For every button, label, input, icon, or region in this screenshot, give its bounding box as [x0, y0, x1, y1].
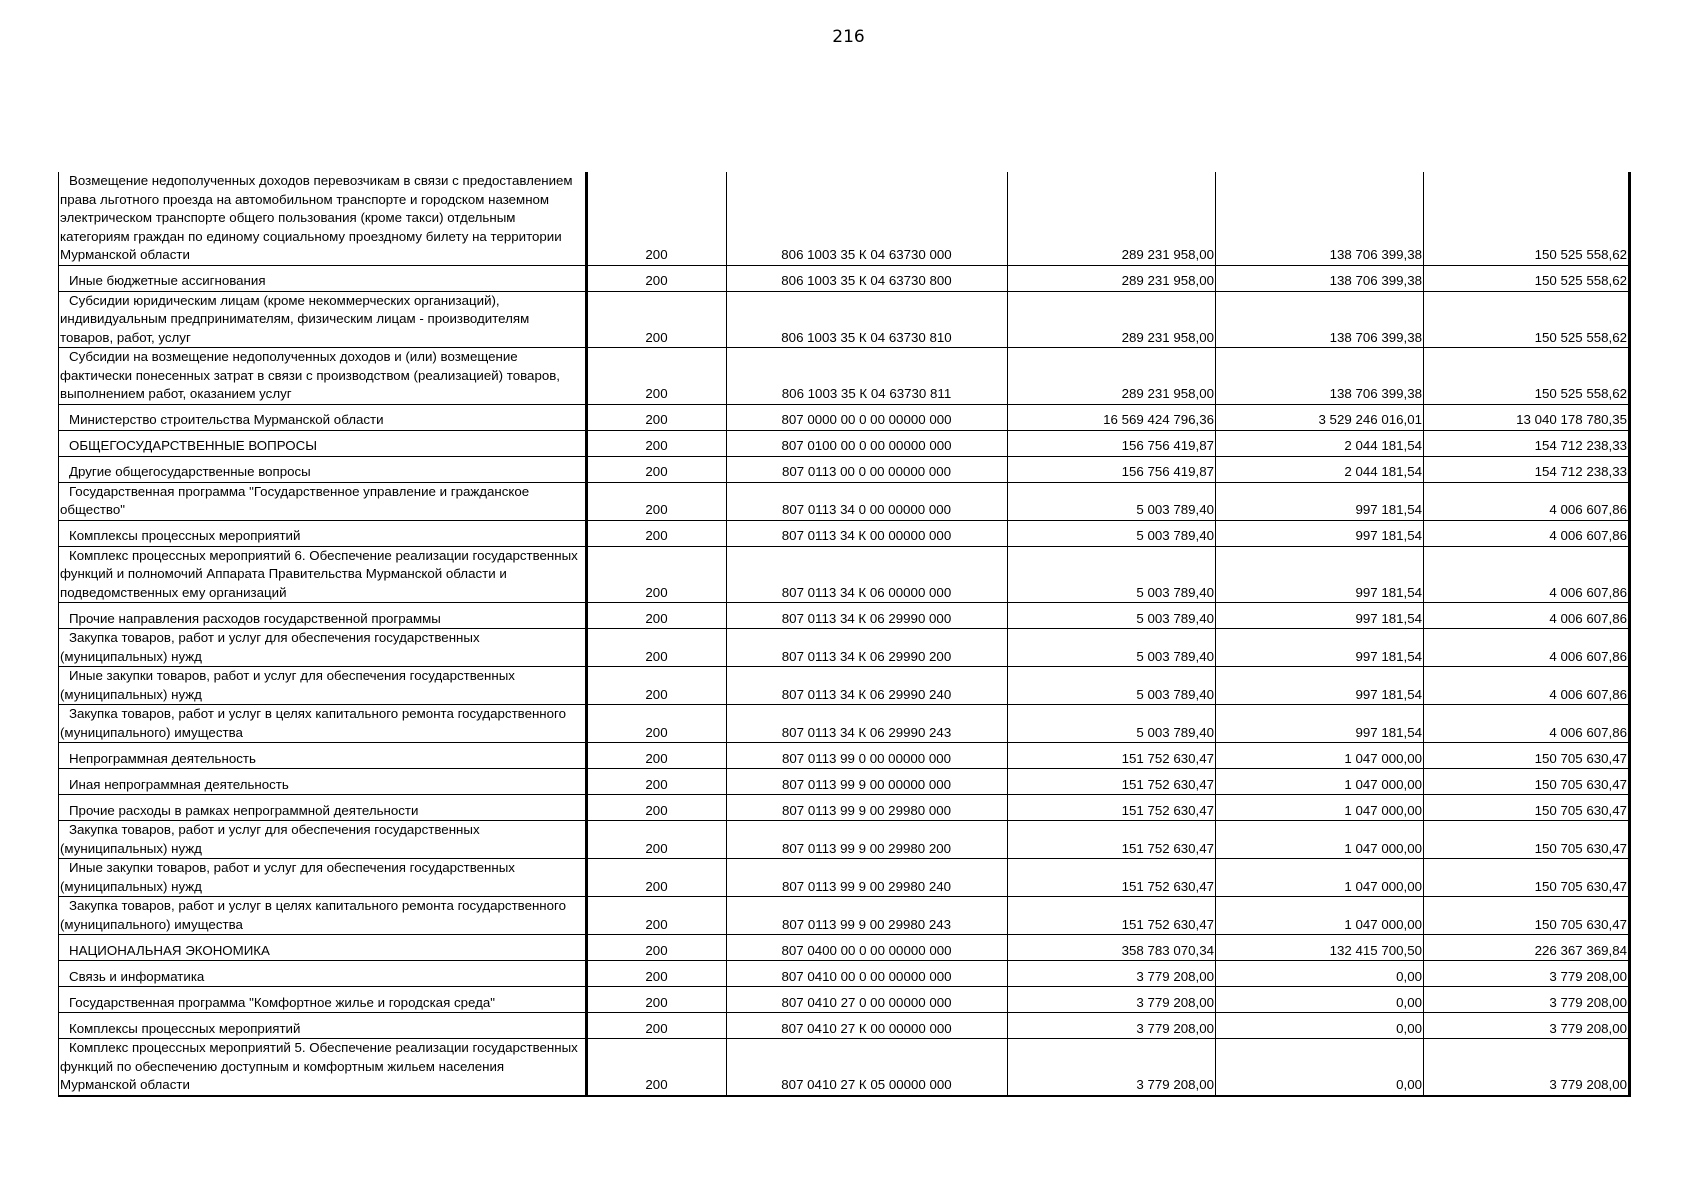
table-row: [59, 705, 1630, 743]
row-code-cell: 807 0000 00 0 00 00000 000: [727, 404, 1008, 430]
table-row: [59, 404, 1630, 430]
row-name-cell: Иные закупки товаров, работ и услуг для обеспечения государственных (муниципальных) нужд: [59, 859, 587, 897]
row-value-1-cell: 151 752 630,47: [1008, 821, 1216, 859]
row-grbs-cell: 200: [587, 291, 727, 348]
row-grbs-cell: 200: [587, 795, 727, 821]
row-value-1-cell: 3 779 208,00: [1008, 987, 1216, 1013]
row-name-cell: Другие общегосударственные вопросы: [59, 456, 587, 482]
table-row: [59, 769, 1630, 795]
row-value-1-cell: 5 003 789,40: [1008, 482, 1216, 520]
row-grbs-cell: 200: [587, 546, 727, 603]
budget-table: [58, 172, 1631, 1097]
row-name-cell: Прочие направления расходов государственной программы: [59, 603, 587, 629]
row-value-2-cell: 138 706 399,38: [1216, 291, 1424, 348]
row-name-cell: Министерство строительства Мурманской области: [59, 404, 587, 430]
row-name-cell: Связь и информатика: [59, 961, 587, 987]
row-code-cell: 807 0410 27 К 00 00000 000: [727, 1013, 1008, 1039]
row-value-2-cell: 138 706 399,38: [1216, 348, 1424, 405]
row-code-cell: 807 0100 00 0 00 00000 000: [727, 430, 1008, 456]
row-value-1-cell: 151 752 630,47: [1008, 897, 1216, 935]
row-name-cell: Закупка товаров, работ и услуг для обеспечения государственных (муниципальных) нужд: [59, 629, 587, 667]
row-grbs-cell: 200: [587, 404, 727, 430]
table-row: [59, 961, 1630, 987]
table-row: [59, 667, 1630, 705]
row-name-cell: ОБЩЕГОСУДАРСТВЕННЫЕ ВОПРОСЫ: [59, 430, 587, 456]
row-value-1-cell: 289 231 958,00: [1008, 291, 1216, 348]
row-name-cell: Субсидии на возмещение недополученных доходов и (или) возмещение фактически понесенных затрат в связи с производством (реализацией) товаров, выполнением работ, оказанием услуг: [59, 348, 587, 405]
row-value-2-cell: 0,00: [1216, 1039, 1424, 1096]
row-grbs-cell: 200: [587, 603, 727, 629]
row-name-cell: Непрограммная деятельность: [59, 743, 587, 769]
row-grbs-cell: 200: [587, 1013, 727, 1039]
table-row: [59, 348, 1630, 405]
row-value-2-cell: 0,00: [1216, 987, 1424, 1013]
row-value-1-cell: 289 231 958,00: [1008, 172, 1216, 265]
row-grbs-cell: 200: [587, 897, 727, 935]
table-row: [59, 821, 1630, 859]
row-code-cell: 807 0113 34 К 06 29990 243: [727, 705, 1008, 743]
row-value-2-cell: 1 047 000,00: [1216, 795, 1424, 821]
row-name-cell: Государственная программа "Государственное управление и гражданское общество": [59, 482, 587, 520]
table-row: [59, 603, 1630, 629]
row-value-3-cell: 150 705 630,47: [1424, 897, 1630, 935]
row-value-1-cell: 156 756 419,87: [1008, 456, 1216, 482]
row-name-cell: Субсидии юридическим лицам (кроме некоммерческих организаций), индивидуальным предпринимателям, физическим лицам - производителям товаров, работ, услуг: [59, 291, 587, 348]
table-row: [59, 987, 1630, 1013]
row-value-2-cell: 997 181,54: [1216, 546, 1424, 603]
row-value-2-cell: 997 181,54: [1216, 603, 1424, 629]
row-name-cell: Комплекс процессных мероприятий 5. Обеспечение реализации государственных функций по обеспечению доступным и комфортным жильем населения Мурманской области: [59, 1039, 587, 1096]
table-row: [59, 520, 1630, 546]
row-code-cell: 807 0410 00 0 00 00000 000: [727, 961, 1008, 987]
row-value-3-cell: 4 006 607,86: [1424, 546, 1630, 603]
row-value-2-cell: 138 706 399,38: [1216, 265, 1424, 291]
row-grbs-cell: 200: [587, 667, 727, 705]
row-grbs-cell: 200: [587, 821, 727, 859]
row-name-cell: Закупка товаров, работ и услуг в целях капитального ремонта государственного (муниципального) имущества: [59, 897, 587, 935]
row-value-1-cell: 289 231 958,00: [1008, 348, 1216, 405]
row-value-3-cell: 4 006 607,86: [1424, 667, 1630, 705]
row-value-1-cell: 151 752 630,47: [1008, 795, 1216, 821]
table-body: [59, 172, 1630, 1096]
row-grbs-cell: 200: [587, 348, 727, 405]
row-name-cell: Прочие расходы в рамках непрограммной деятельности: [59, 795, 587, 821]
page-number: 216: [832, 27, 865, 47]
row-value-1-cell: 16 569 424 796,36: [1008, 404, 1216, 430]
row-value-2-cell: 132 415 700,50: [1216, 935, 1424, 961]
row-value-3-cell: 150 525 558,62: [1424, 348, 1630, 405]
row-value-3-cell: 150 705 630,47: [1424, 859, 1630, 897]
row-grbs-cell: 200: [587, 859, 727, 897]
row-grbs-cell: 200: [587, 987, 727, 1013]
row-value-3-cell: 4 006 607,86: [1424, 520, 1630, 546]
row-name-cell: Иные закупки товаров, работ и услуг для обеспечения государственных (муниципальных) нужд: [59, 667, 587, 705]
row-value-2-cell: 2 044 181,54: [1216, 456, 1424, 482]
row-value-3-cell: 4 006 607,86: [1424, 482, 1630, 520]
row-value-3-cell: 3 779 208,00: [1424, 1013, 1630, 1039]
row-value-3-cell: 3 779 208,00: [1424, 1039, 1630, 1096]
row-value-2-cell: 1 047 000,00: [1216, 821, 1424, 859]
row-value-1-cell: 5 003 789,40: [1008, 603, 1216, 629]
row-value-2-cell: 0,00: [1216, 961, 1424, 987]
row-grbs-cell: 200: [587, 520, 727, 546]
row-name-cell: Иная непрограммная деятельность: [59, 769, 587, 795]
row-grbs-cell: 200: [587, 705, 727, 743]
row-value-1-cell: 151 752 630,47: [1008, 769, 1216, 795]
row-name-cell: Комплекс процессных мероприятий 6. Обеспечение реализации государственных функций и полномочий Аппарата Правительства Мурманской области и подведомственных ему организаций: [59, 546, 587, 603]
row-code-cell: 807 0113 34 К 06 29990 000: [727, 603, 1008, 629]
row-value-1-cell: 5 003 789,40: [1008, 520, 1216, 546]
row-value-2-cell: 997 181,54: [1216, 520, 1424, 546]
row-value-3-cell: 4 006 607,86: [1424, 603, 1630, 629]
row-value-2-cell: 138 706 399,38: [1216, 172, 1424, 265]
row-value-3-cell: 150 705 630,47: [1424, 743, 1630, 769]
table-row: [59, 1039, 1630, 1096]
row-grbs-cell: 200: [587, 769, 727, 795]
row-value-2-cell: 997 181,54: [1216, 482, 1424, 520]
row-name-cell: Закупка товаров, работ и услуг в целях капитального ремонта государственного (муниципального) имущества: [59, 705, 587, 743]
row-name-cell: НАЦИОНАЛЬНАЯ ЭКОНОМИКА: [59, 935, 587, 961]
row-value-3-cell: 150 705 630,47: [1424, 795, 1630, 821]
row-value-1-cell: 3 779 208,00: [1008, 1013, 1216, 1039]
row-value-2-cell: 1 047 000,00: [1216, 859, 1424, 897]
row-grbs-cell: 200: [587, 482, 727, 520]
row-value-1-cell: 156 756 419,87: [1008, 430, 1216, 456]
row-value-1-cell: 5 003 789,40: [1008, 629, 1216, 667]
table-row: [59, 430, 1630, 456]
row-value-3-cell: 154 712 238,33: [1424, 456, 1630, 482]
row-value-1-cell: 5 003 789,40: [1008, 546, 1216, 603]
row-code-cell: 807 0113 99 9 00 29980 000: [727, 795, 1008, 821]
row-code-cell: 807 0113 99 9 00 00000 000: [727, 769, 1008, 795]
row-value-3-cell: 150 705 630,47: [1424, 769, 1630, 795]
row-value-1-cell: 3 779 208,00: [1008, 1039, 1216, 1096]
row-code-cell: 807 0113 99 9 00 29980 240: [727, 859, 1008, 897]
row-value-1-cell: 5 003 789,40: [1008, 667, 1216, 705]
row-value-1-cell: 151 752 630,47: [1008, 743, 1216, 769]
row-code-cell: 807 0410 27 0 00 00000 000: [727, 987, 1008, 1013]
row-name-cell: Государственная программа "Комфортное жилье и городская среда": [59, 987, 587, 1013]
row-grbs-cell: 200: [587, 265, 727, 291]
table-row: [59, 172, 1630, 265]
row-code-cell: 806 1003 35 К 04 63730 811: [727, 348, 1008, 405]
row-value-2-cell: 2 044 181,54: [1216, 430, 1424, 456]
row-code-cell: 807 0113 00 0 00 00000 000: [727, 456, 1008, 482]
row-code-cell: 807 0113 99 9 00 29980 243: [727, 897, 1008, 935]
row-value-3-cell: 3 779 208,00: [1424, 961, 1630, 987]
table-row: [59, 1013, 1630, 1039]
table-row: [59, 546, 1630, 603]
table-row: [59, 265, 1630, 291]
row-name-cell: Комплексы процессных мероприятий: [59, 1013, 587, 1039]
row-value-2-cell: 997 181,54: [1216, 705, 1424, 743]
row-grbs-cell: 200: [587, 935, 727, 961]
row-grbs-cell: 200: [587, 961, 727, 987]
row-value-3-cell: 150 525 558,62: [1424, 265, 1630, 291]
row-code-cell: 807 0113 99 0 00 00000 000: [727, 743, 1008, 769]
row-value-3-cell: 154 712 238,33: [1424, 430, 1630, 456]
row-value-3-cell: 150 705 630,47: [1424, 821, 1630, 859]
row-value-3-cell: 150 525 558,62: [1424, 291, 1630, 348]
row-code-cell: 807 0410 27 К 05 00000 000: [727, 1039, 1008, 1096]
row-grbs-cell: 200: [587, 629, 727, 667]
row-grbs-cell: 200: [587, 1039, 727, 1096]
row-value-2-cell: 1 047 000,00: [1216, 769, 1424, 795]
row-value-3-cell: 226 367 369,84: [1424, 935, 1630, 961]
row-value-1-cell: 289 231 958,00: [1008, 265, 1216, 291]
row-value-2-cell: 997 181,54: [1216, 629, 1424, 667]
row-value-2-cell: 1 047 000,00: [1216, 743, 1424, 769]
row-name-cell: Комплексы процессных мероприятий: [59, 520, 587, 546]
row-value-3-cell: 3 779 208,00: [1424, 987, 1630, 1013]
table-row: [59, 897, 1630, 935]
row-code-cell: 806 1003 35 К 04 63730 000: [727, 172, 1008, 265]
row-code-cell: 807 0113 34 К 00 00000 000: [727, 520, 1008, 546]
row-name-cell: Закупка товаров, работ и услуг для обеспечения государственных (муниципальных) нужд: [59, 821, 587, 859]
table-row: [59, 795, 1630, 821]
row-value-2-cell: 1 047 000,00: [1216, 897, 1424, 935]
budget-table-container: [58, 172, 1629, 1097]
row-value-3-cell: 13 040 178 780,35: [1424, 404, 1630, 430]
row-code-cell: 807 0113 34 К 06 29990 200: [727, 629, 1008, 667]
row-value-1-cell: 5 003 789,40: [1008, 705, 1216, 743]
row-grbs-cell: 200: [587, 430, 727, 456]
row-value-1-cell: 358 783 070,34: [1008, 935, 1216, 961]
row-value-1-cell: 151 752 630,47: [1008, 859, 1216, 897]
row-value-3-cell: 4 006 607,86: [1424, 705, 1630, 743]
row-value-2-cell: 0,00: [1216, 1013, 1424, 1039]
row-code-cell: 806 1003 35 К 04 63730 810: [727, 291, 1008, 348]
row-value-1-cell: 3 779 208,00: [1008, 961, 1216, 987]
row-name-cell: Возмещение недополученных доходов перевозчикам в связи с предоставлением права льготного проезда на автомобильном транспорте и городском наземном электрическом транспорте общего пользования (кроме такси) отдельным категориям граждан по единому социальному проездному билету на территории Мурманской области: [59, 172, 587, 265]
row-value-2-cell: 997 181,54: [1216, 667, 1424, 705]
row-code-cell: 806 1003 35 К 04 63730 800: [727, 265, 1008, 291]
table-row: [59, 935, 1630, 961]
row-code-cell: 807 0113 34 К 06 29990 240: [727, 667, 1008, 705]
row-code-cell: 807 0113 34 К 06 00000 000: [727, 546, 1008, 603]
row-grbs-cell: 200: [587, 456, 727, 482]
table-row: [59, 456, 1630, 482]
row-code-cell: 807 0400 00 0 00 00000 000: [727, 935, 1008, 961]
row-code-cell: 807 0113 99 9 00 29980 200: [727, 821, 1008, 859]
row-value-2-cell: 3 529 246 016,01: [1216, 404, 1424, 430]
row-code-cell: 807 0113 34 0 00 00000 000: [727, 482, 1008, 520]
row-value-3-cell: 4 006 607,86: [1424, 629, 1630, 667]
row-grbs-cell: 200: [587, 743, 727, 769]
table-row: [59, 482, 1630, 520]
table-row: [59, 859, 1630, 897]
row-grbs-cell: 200: [587, 172, 727, 265]
table-row: [59, 743, 1630, 769]
row-name-cell: Иные бюджетные ассигнования: [59, 265, 587, 291]
table-row: [59, 291, 1630, 348]
table-row: [59, 629, 1630, 667]
row-value-3-cell: 150 525 558,62: [1424, 172, 1630, 265]
